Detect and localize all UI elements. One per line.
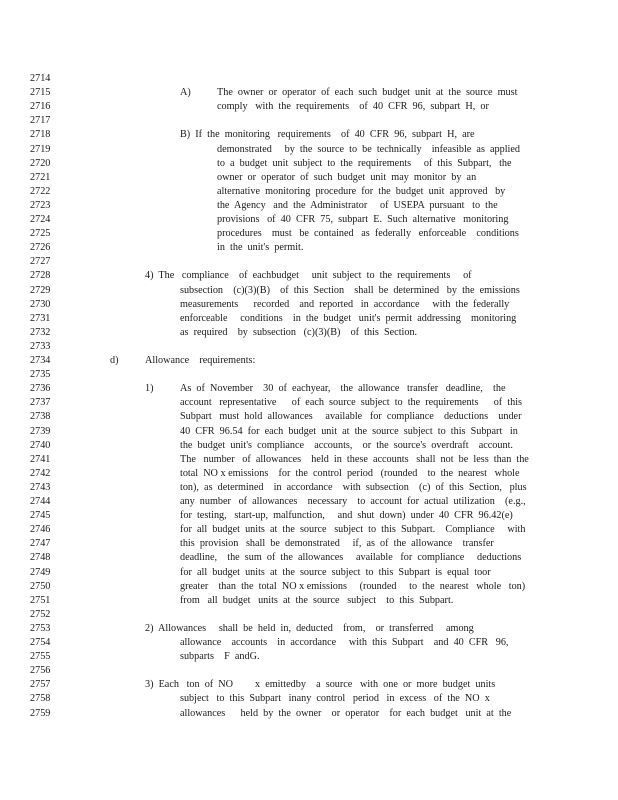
document-line bbox=[30, 425, 590, 439]
line-number: 2734 bbox=[30, 355, 51, 366]
document-line bbox=[30, 128, 590, 142]
line-number: 2755 bbox=[30, 651, 51, 663]
line-text: alternative monitoring procedure for the budget unit approved by bbox=[217, 185, 506, 197]
line-number: 2739 bbox=[30, 425, 51, 437]
line-text: subparts F andG. bbox=[180, 651, 260, 663]
line-number: 2732 bbox=[30, 326, 51, 338]
line-number: 2748 bbox=[30, 552, 51, 564]
line-text: this provision shall be demonstrated if, as of the allowance transfer bbox=[180, 538, 494, 550]
line-text: any number of allowances necessary to account for actual utilization (e.g., bbox=[180, 496, 526, 507]
line-text: comply with the requirements of 40 CFR 96, subpart H, or bbox=[217, 101, 489, 113]
line-number: 2735 bbox=[30, 369, 51, 381]
document-line bbox=[30, 143, 590, 157]
line-number: 2742 bbox=[30, 467, 51, 479]
line-number: 2741 bbox=[30, 453, 51, 465]
line-number: 2720 bbox=[30, 157, 51, 169]
document-line bbox=[30, 100, 590, 114]
document-line bbox=[30, 622, 590, 636]
line-number: 2725 bbox=[30, 228, 51, 240]
line-number: 2738 bbox=[30, 411, 51, 423]
line-text: subject to this Subpart inany control period in excess of the NO x bbox=[180, 693, 490, 705]
document-line bbox=[30, 566, 590, 580]
line-text: ton), as determined in accordance with subsection (c) of this Section, plus bbox=[180, 481, 527, 493]
line-text: demonstrated by the source to be technically infeasible as applied bbox=[217, 143, 520, 155]
document-line bbox=[30, 255, 590, 269]
line-text: 4) The compliance of eachbudget unit subject to the requirements of bbox=[145, 270, 472, 282]
document-line bbox=[30, 692, 590, 706]
document-line bbox=[30, 707, 590, 721]
document-line bbox=[30, 410, 590, 424]
document-line bbox=[30, 171, 590, 185]
document-line bbox=[30, 368, 590, 382]
line-number: 2722 bbox=[30, 185, 51, 197]
line-number: 2724 bbox=[30, 214, 51, 225]
document-line bbox=[30, 594, 590, 608]
document-line bbox=[30, 284, 590, 298]
document-line bbox=[30, 185, 590, 199]
line-number: 2723 bbox=[30, 199, 51, 211]
document-line bbox=[30, 650, 590, 664]
line-text: to a budget unit subject to the requirements of this Subpart, the bbox=[217, 157, 512, 169]
line-text: 1) bbox=[145, 383, 154, 395]
line-text: for all budget units at the source subject to this Subpart. Compliance with bbox=[180, 524, 526, 536]
line-text: for all budget units at the source subject to this Subpart is equal toor bbox=[180, 566, 491, 578]
document-line bbox=[30, 269, 590, 283]
line-text: Subpart must hold allowances available for compliance deductions under bbox=[180, 411, 522, 423]
document-line bbox=[30, 227, 590, 241]
line-number: 2744 bbox=[30, 496, 51, 507]
line-number: 2754 bbox=[30, 637, 51, 648]
line-number: 2756 bbox=[30, 665, 51, 677]
document-line bbox=[30, 439, 590, 453]
document-line bbox=[30, 495, 590, 509]
line-number: 2752 bbox=[30, 608, 51, 620]
line-number: 2737 bbox=[30, 397, 51, 409]
document-line bbox=[30, 608, 590, 622]
line-number: 2745 bbox=[30, 510, 51, 522]
line-number: 2717 bbox=[30, 115, 51, 127]
document-line bbox=[30, 326, 590, 340]
line-text: as required by subsection (c)(3)(B) of this Section. bbox=[180, 326, 418, 338]
document-line bbox=[30, 509, 590, 523]
document-line bbox=[30, 678, 590, 692]
line-number: 2727 bbox=[30, 256, 51, 268]
document-line bbox=[30, 114, 590, 128]
document-line bbox=[30, 537, 590, 551]
document-line bbox=[30, 86, 590, 100]
line-text: the budget unit's compliance accounts, or the source's overdraft account. bbox=[180, 439, 513, 451]
document-line bbox=[30, 523, 590, 537]
document-line bbox=[30, 199, 590, 213]
document-line bbox=[30, 580, 590, 594]
document-line bbox=[30, 72, 590, 86]
line-text: x emittedby a source with one or more budget units bbox=[255, 679, 496, 691]
document-line bbox=[30, 340, 590, 354]
line-text: in the unit's permit. bbox=[217, 242, 304, 254]
line-text: from all budget units at the source subject to this Subpart. bbox=[180, 594, 454, 606]
document-line bbox=[30, 354, 590, 368]
line-number: 2759 bbox=[30, 707, 51, 719]
line-number: 2715 bbox=[30, 87, 51, 99]
line-number: 2719 bbox=[30, 143, 51, 155]
line-text: provisions of 40 CFR 75, subpart E. Such alternative monitoring bbox=[217, 214, 509, 225]
line-text: total NO x emissions for the control period (rounded to the nearest whole bbox=[180, 467, 520, 479]
line-number: 2753 bbox=[30, 622, 51, 634]
document-line bbox=[30, 298, 590, 312]
document-line bbox=[30, 551, 590, 565]
line-text: subsection (c)(3)(B) of this Section shall be determined by the emissions bbox=[180, 284, 520, 296]
document-line bbox=[30, 157, 590, 171]
document-line bbox=[30, 396, 590, 410]
line-text: deadline, the sum of the allowances available for compliance deductions bbox=[180, 552, 522, 564]
line-text: enforceable conditions in the budget unit's permit addressing monitoring bbox=[180, 312, 517, 324]
document-line bbox=[30, 636, 590, 650]
line-text: Allowance requirements: bbox=[145, 355, 256, 366]
line-text: 3) Each ton of NO bbox=[145, 679, 233, 691]
document-line bbox=[30, 467, 590, 481]
line-number: 2758 bbox=[30, 693, 51, 705]
line-text: account representative of each source subject to the requirements of this bbox=[180, 397, 523, 409]
line-text: allowance accounts in accordance with this Subpart and 40 CFR 96, bbox=[180, 637, 509, 648]
line-text: B) If the monitoring requirements of 40 CFR 96, subpart H, are bbox=[180, 129, 475, 141]
line-text: for testing, start-up, malfunction, and shut down) under 40 CFR 96.42(e) bbox=[180, 510, 513, 522]
line-number: 2728 bbox=[30, 270, 51, 282]
line-number: 2747 bbox=[30, 538, 51, 550]
line-number: 2740 bbox=[30, 439, 51, 451]
document-line bbox=[30, 664, 590, 678]
document-line bbox=[30, 382, 590, 396]
line-number: 2736 bbox=[30, 383, 51, 395]
line-text: the Agency and the Administrator of USEPA pursuant to the bbox=[217, 199, 498, 211]
line-text: measurements recorded and reported in accordance with the federally bbox=[180, 298, 510, 310]
line-number: 2750 bbox=[30, 580, 51, 592]
line-text: greater than the total NO x emissions (rounded to the nearest whole ton) bbox=[180, 580, 526, 592]
line-number: 2733 bbox=[30, 340, 51, 352]
document-line bbox=[30, 213, 590, 227]
line-text: owner or operator of such budget unit may monitor by an bbox=[217, 171, 477, 183]
document-line bbox=[30, 241, 590, 255]
document-line bbox=[30, 312, 590, 326]
line-text: As of November 30 of eachyear, the allowance transfer deadline, the bbox=[180, 383, 506, 395]
document-line bbox=[30, 481, 590, 495]
line-number: 2726 bbox=[30, 242, 51, 254]
line-text: A) bbox=[180, 87, 191, 99]
line-number: 2731 bbox=[30, 312, 51, 324]
line-text: procedures must be contained as federally enforceable conditions bbox=[217, 228, 519, 240]
line-number: 2730 bbox=[30, 298, 51, 310]
line-number: 2757 bbox=[30, 679, 51, 691]
document-line bbox=[30, 453, 590, 467]
line-number: 2729 bbox=[30, 284, 51, 296]
line-number: 2743 bbox=[30, 481, 51, 493]
line-text: 2) Allowances shall be held in, deducted from, or transferred among bbox=[145, 622, 474, 634]
line-number: 2749 bbox=[30, 566, 51, 578]
line-text: The number of allowances held in these accounts shall not be less than the bbox=[180, 453, 529, 465]
line-text: allowances held by the owner or operator for each budget unit at the bbox=[180, 707, 512, 719]
line-number: 2721 bbox=[30, 171, 51, 183]
line-number: 2746 bbox=[30, 524, 51, 536]
line-text: 40 CFR 96.54 for each budget unit at the source subject to this Subpart in bbox=[180, 425, 518, 437]
line-number: 2714 bbox=[30, 73, 51, 84]
line-text: The owner or operator of each such budget unit at the source must bbox=[217, 87, 518, 99]
line-number: 2716 bbox=[30, 101, 51, 113]
line-number: 2718 bbox=[30, 129, 51, 141]
line-number: 2751 bbox=[30, 594, 51, 606]
line-text: d) bbox=[110, 355, 119, 366]
